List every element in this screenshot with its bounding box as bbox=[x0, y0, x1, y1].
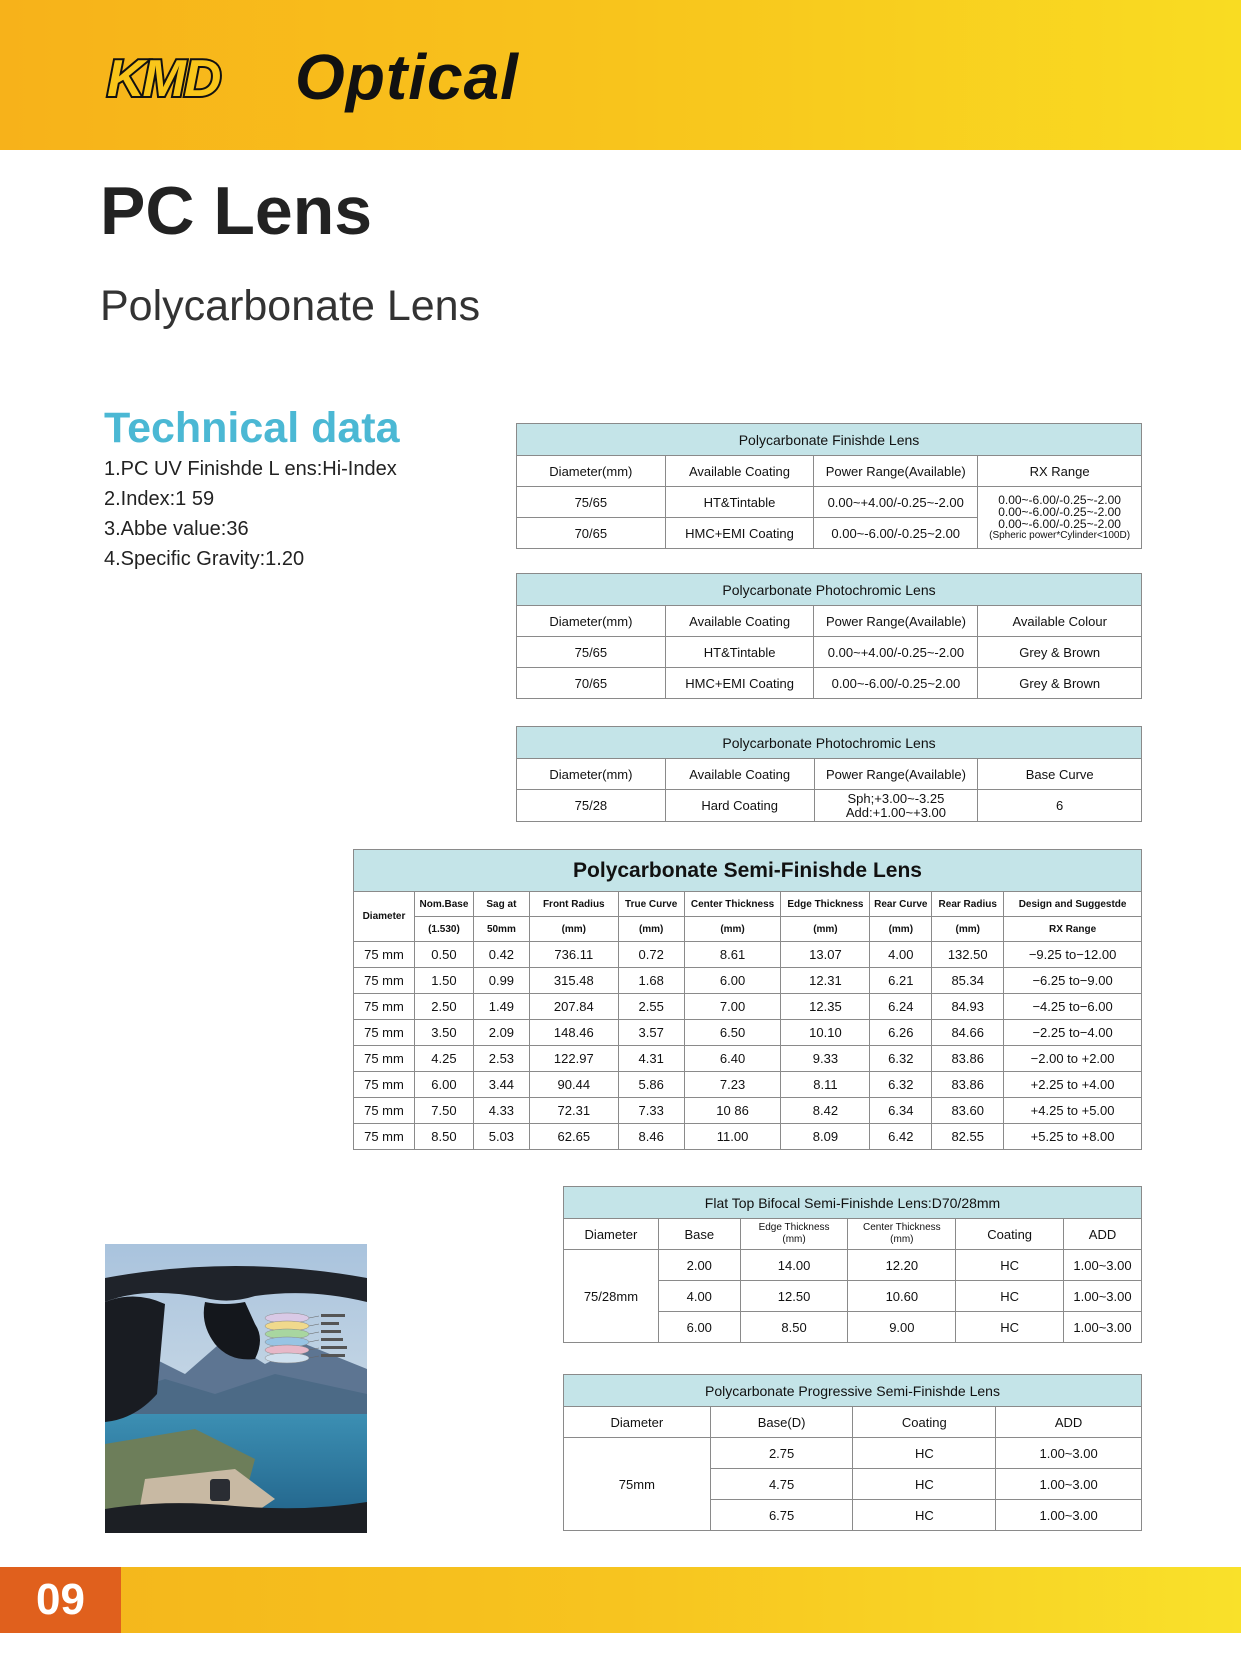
table-cell: 0.00~-6.00/-0.25~2.00 bbox=[814, 518, 978, 549]
table-cell: 6.00 bbox=[414, 1072, 473, 1098]
table-cell: +2.25 to +4.00 bbox=[1004, 1072, 1142, 1098]
table-cell: HMC+EMI Coating bbox=[665, 668, 814, 699]
bifocal-table bbox=[563, 1186, 1142, 1343]
tech-item: 4.Specific Gravity:1.20 bbox=[104, 548, 305, 570]
table-cell: 1.68 bbox=[618, 968, 684, 994]
table-cell: 12.20 bbox=[848, 1250, 956, 1281]
column-header: RX Range bbox=[978, 456, 1142, 487]
tech-item: 2.Index:1 59 bbox=[104, 488, 215, 510]
column-header: Available Coating bbox=[665, 606, 814, 637]
table-cell: 4.31 bbox=[618, 1046, 684, 1072]
table-cell: 0.50 bbox=[414, 942, 473, 968]
column-header bbox=[740, 1219, 848, 1250]
table-cell: 1.00~3.00 bbox=[1064, 1250, 1142, 1281]
table-cell: 736.11 bbox=[529, 942, 618, 968]
finished-lens-table bbox=[516, 423, 1142, 549]
table-cell: HC bbox=[853, 1500, 996, 1531]
table-cell: 6.34 bbox=[870, 1098, 932, 1124]
column-header: ADD bbox=[996, 1407, 1142, 1438]
table-caption: Polycarbonate Photochromic Lens bbox=[517, 574, 1142, 606]
table-cell: 6.26 bbox=[870, 1020, 932, 1046]
photochromic-table-1 bbox=[516, 573, 1142, 699]
table-cell: 2.53 bbox=[473, 1046, 529, 1072]
kmd-logo bbox=[103, 52, 278, 104]
table-cell: 84.66 bbox=[932, 1020, 1004, 1046]
table-row bbox=[354, 994, 1142, 1020]
header-line: Center Thickness bbox=[863, 1222, 941, 1233]
table-cell: 4.75 bbox=[710, 1469, 853, 1500]
table-cell: 1.49 bbox=[473, 994, 529, 1020]
table-cell: 315.48 bbox=[529, 968, 618, 994]
table-cell: 75 mm bbox=[354, 1124, 415, 1150]
table-cell: 75 mm bbox=[354, 994, 415, 1020]
table-cell: 84.93 bbox=[932, 994, 1004, 1020]
table-cell: 6.32 bbox=[870, 1046, 932, 1072]
table-cell: HMC+EMI Coating bbox=[665, 518, 814, 549]
table-cell: 6.32 bbox=[870, 1072, 932, 1098]
table-cell: 207.84 bbox=[529, 994, 618, 1020]
table-cell: 8.61 bbox=[684, 942, 781, 968]
column-header: Diameter bbox=[354, 892, 415, 942]
table-cell: 6.00 bbox=[684, 968, 781, 994]
table-row bbox=[354, 942, 1142, 968]
table-cell: 1.00~3.00 bbox=[996, 1469, 1142, 1500]
table-cell: 3.50 bbox=[414, 1020, 473, 1046]
table-cell: 75/65 bbox=[517, 637, 666, 668]
table-cell: 4.33 bbox=[473, 1098, 529, 1124]
table-cell: 2.75 bbox=[710, 1438, 853, 1469]
table-cell: 12.50 bbox=[740, 1281, 848, 1312]
table-cell: 122.97 bbox=[529, 1046, 618, 1072]
column-header: (1.530) bbox=[414, 917, 473, 942]
table-cell: 12.35 bbox=[781, 994, 870, 1020]
page-number: 09 bbox=[36, 1575, 85, 1624]
table-cell: 10 86 bbox=[684, 1098, 781, 1124]
table-cell: 75 mm bbox=[354, 1020, 415, 1046]
table-cell: 1.00~3.00 bbox=[1064, 1281, 1142, 1312]
table-caption: Polycarbonate Photochromic Lens bbox=[517, 727, 1142, 759]
column-header: Coating bbox=[956, 1219, 1064, 1250]
table-cell: 9.00 bbox=[848, 1312, 956, 1343]
table-cell: 1.00~3.00 bbox=[1064, 1312, 1142, 1343]
table-row bbox=[354, 1098, 1142, 1124]
table-caption: Polycarbonate Semi-Finishde Lens bbox=[354, 850, 1142, 892]
table-cell: −9.25 to−12.00 bbox=[1004, 942, 1142, 968]
column-header: Coating bbox=[853, 1407, 996, 1438]
column-header: (mm) bbox=[932, 917, 1004, 942]
column-header: (mm) bbox=[781, 917, 870, 942]
table-cell: 83.86 bbox=[932, 1072, 1004, 1098]
table-cell: 75/28mm bbox=[564, 1250, 659, 1343]
table-cell: HC bbox=[853, 1469, 996, 1500]
table-cell: 75/28 bbox=[517, 790, 666, 822]
table-cell: −4.25 to−6.00 bbox=[1004, 994, 1142, 1020]
table-cell: +5.25 to +8.00 bbox=[1004, 1124, 1142, 1150]
table-cell: −6.25 to−9.00 bbox=[1004, 968, 1142, 994]
header-line: (mm) bbox=[890, 1234, 914, 1245]
table-cell: 75mm bbox=[564, 1438, 711, 1531]
column-header: ADD bbox=[1064, 1219, 1142, 1250]
table-cell: 12.31 bbox=[781, 968, 870, 994]
table-cell: 90.44 bbox=[529, 1072, 618, 1098]
table-row bbox=[354, 968, 1142, 994]
table-cell: 4.25 bbox=[414, 1046, 473, 1072]
table-cell: Grey & Brown bbox=[978, 637, 1142, 668]
table-cell: 6.00 bbox=[658, 1312, 740, 1343]
power-line: Add:+1.00~+3.00 bbox=[845, 804, 946, 820]
table-cell: HT&Tintable bbox=[665, 637, 814, 668]
column-header: Power Range(Available) bbox=[814, 606, 978, 637]
table-cell: 8.42 bbox=[781, 1098, 870, 1124]
table-cell: Hard Coating bbox=[665, 790, 814, 822]
progressive-table bbox=[563, 1374, 1142, 1531]
table-cell: 83.86 bbox=[932, 1046, 1004, 1072]
table-cell: 7.33 bbox=[618, 1098, 684, 1124]
column-header: Center Thickness bbox=[684, 892, 781, 917]
table-cell: 6.40 bbox=[684, 1046, 781, 1072]
table-cell: 8.50 bbox=[740, 1312, 848, 1343]
column-header: Sag at bbox=[473, 892, 529, 917]
column-header: Diameter(mm) bbox=[517, 456, 666, 487]
svg-text:KMD: KMD bbox=[107, 52, 220, 104]
technical-heading: Technical data bbox=[104, 404, 400, 452]
table-cell: 75 mm bbox=[354, 1072, 415, 1098]
column-header: (mm) bbox=[618, 917, 684, 942]
table-cell: 0.72 bbox=[618, 942, 684, 968]
table-cell: 75 mm bbox=[354, 1046, 415, 1072]
table-cell: 6 bbox=[978, 790, 1142, 822]
table-cell: 7.23 bbox=[684, 1072, 781, 1098]
table-cell: 75/65 bbox=[517, 487, 666, 518]
table-cell: 1.50 bbox=[414, 968, 473, 994]
table-row bbox=[354, 1124, 1142, 1150]
table-cell: 148.46 bbox=[529, 1020, 618, 1046]
column-header: Base Curve bbox=[978, 759, 1142, 790]
column-header: Diameter bbox=[564, 1407, 711, 1438]
table-cell: 0.42 bbox=[473, 942, 529, 968]
table-cell: 2.09 bbox=[473, 1020, 529, 1046]
column-header: (mm) bbox=[684, 917, 781, 942]
photochromic-table-2 bbox=[516, 726, 1142, 822]
tech-item: 1.PC UV Finishde L ens:Hi-Index bbox=[104, 458, 397, 480]
column-header bbox=[848, 1219, 956, 1250]
table-cell: 72.31 bbox=[529, 1098, 618, 1124]
brand-name: Optical bbox=[295, 41, 519, 113]
rx-line: 0.00~-6.00/-0.25~-2.00 bbox=[998, 516, 1121, 531]
power-line: Sph;+3.00~-3.25 bbox=[847, 790, 945, 806]
table-cell: 13.07 bbox=[781, 942, 870, 968]
table-cell: 83.60 bbox=[932, 1098, 1004, 1124]
table-cell: 2.50 bbox=[414, 994, 473, 1020]
column-header: Rear Curve bbox=[870, 892, 932, 917]
column-header: 50mm bbox=[473, 917, 529, 942]
header-line: Edge Thickness bbox=[758, 1222, 830, 1233]
column-header: Rear Radius bbox=[932, 892, 1004, 917]
table-cell: 8.09 bbox=[781, 1124, 870, 1150]
column-header: Available Colour bbox=[978, 606, 1142, 637]
table-cell: 8.50 bbox=[414, 1124, 473, 1150]
column-header: True Curve bbox=[618, 892, 684, 917]
table-cell: 14.00 bbox=[740, 1250, 848, 1281]
column-header: Diameter(mm) bbox=[517, 759, 666, 790]
table-cell: 6.42 bbox=[870, 1124, 932, 1150]
glasses-lake-photo bbox=[105, 1244, 367, 1533]
table-caption: Flat Top Bifocal Semi-Finishde Lens:D70/28mm bbox=[564, 1187, 1142, 1219]
table-row bbox=[354, 1046, 1142, 1072]
table-cell: HT&Tintable bbox=[665, 487, 814, 518]
table-cell: 0.99 bbox=[473, 968, 529, 994]
column-header: (mm) bbox=[529, 917, 618, 942]
column-header: Base(D) bbox=[710, 1407, 853, 1438]
table-cell: 6.21 bbox=[870, 968, 932, 994]
rx-note: (Spheric power*Cylinder<100D) bbox=[989, 529, 1131, 541]
table-cell: HC bbox=[956, 1250, 1064, 1281]
table-cell: 2.55 bbox=[618, 994, 684, 1020]
column-header: Edge Thickness bbox=[781, 892, 870, 917]
table-cell: 85.34 bbox=[932, 968, 1004, 994]
column-header: Nom.Base bbox=[414, 892, 473, 917]
header-line: (mm) bbox=[782, 1234, 806, 1245]
table-cell: 11.00 bbox=[684, 1124, 781, 1150]
page-subtitle: Polycarbonate Lens bbox=[100, 282, 481, 330]
semi-finished-table bbox=[353, 849, 1142, 1150]
table-cell: 75 mm bbox=[354, 968, 415, 994]
table-cell: −2.00 to +2.00 bbox=[1004, 1046, 1142, 1072]
column-header: Available Coating bbox=[665, 759, 814, 790]
tech-item: 3.Abbe value:36 bbox=[104, 518, 249, 540]
table-cell: 8.46 bbox=[618, 1124, 684, 1150]
table-cell: 62.65 bbox=[529, 1124, 618, 1150]
table-cell: 4.00 bbox=[870, 942, 932, 968]
power-range-cell bbox=[814, 790, 978, 822]
table-cell: 82.55 bbox=[932, 1124, 1004, 1150]
table-cell: 1.00~3.00 bbox=[996, 1438, 1142, 1469]
column-header: (mm) bbox=[870, 917, 932, 942]
table-cell: HC bbox=[853, 1438, 996, 1469]
column-header: Diameter(mm) bbox=[517, 606, 666, 637]
column-header: Diameter bbox=[564, 1219, 659, 1250]
rx-line: 0.00~-6.00/-0.25~-2.00 bbox=[998, 492, 1121, 507]
table-cell: 70/65 bbox=[517, 668, 666, 699]
table-cell: 5.86 bbox=[618, 1072, 684, 1098]
page-title: PC Lens bbox=[100, 173, 373, 249]
table-row bbox=[354, 1020, 1142, 1046]
footer-band bbox=[0, 1567, 1241, 1633]
column-header: Power Range(Available) bbox=[814, 456, 978, 487]
table-cell: 75 mm bbox=[354, 942, 415, 968]
column-header: Power Range(Available) bbox=[814, 759, 978, 790]
table-cell: HC bbox=[956, 1281, 1064, 1312]
table-cell: 4.00 bbox=[658, 1281, 740, 1312]
table-cell: 8.11 bbox=[781, 1072, 870, 1098]
table-cell: −2.25 to−4.00 bbox=[1004, 1020, 1142, 1046]
table-cell: 1.00~3.00 bbox=[996, 1500, 1142, 1531]
table-cell: 70/65 bbox=[517, 518, 666, 549]
table-cell: 3.44 bbox=[473, 1072, 529, 1098]
table-cell: 10.60 bbox=[848, 1281, 956, 1312]
table-caption: Polycarbonate Progressive Semi-Finishde Lens bbox=[564, 1375, 1142, 1407]
column-header: Base bbox=[658, 1219, 740, 1250]
table-cell: 2.00 bbox=[658, 1250, 740, 1281]
table-cell: HC bbox=[956, 1312, 1064, 1343]
table-cell: +4.25 to +5.00 bbox=[1004, 1098, 1142, 1124]
column-header: Front Radius bbox=[529, 892, 618, 917]
table-cell: 6.50 bbox=[684, 1020, 781, 1046]
column-header: RX Range bbox=[1004, 917, 1142, 942]
table-cell: 6.24 bbox=[870, 994, 932, 1020]
table-cell: 10.10 bbox=[781, 1020, 870, 1046]
column-header: Available Coating bbox=[665, 456, 814, 487]
table-cell: 0.00~-6.00/-0.25~2.00 bbox=[814, 668, 978, 699]
table-cell: Grey & Brown bbox=[978, 668, 1142, 699]
table-cell: 9.33 bbox=[781, 1046, 870, 1072]
table-cell: 6.75 bbox=[710, 1500, 853, 1531]
table-row bbox=[354, 1072, 1142, 1098]
rx-range-cell bbox=[978, 487, 1142, 549]
table-cell: 7.50 bbox=[414, 1098, 473, 1124]
table-cell: 0.00~+4.00/-0.25~-2.00 bbox=[814, 487, 978, 518]
table-cell: 132.50 bbox=[932, 942, 1004, 968]
table-cell: 0.00~+4.00/-0.25~-2.00 bbox=[814, 637, 978, 668]
rx-line: 0.00~-6.00/-0.25~-2.00 bbox=[998, 504, 1121, 519]
table-cell: 3.57 bbox=[618, 1020, 684, 1046]
table-cell: 5.03 bbox=[473, 1124, 529, 1150]
table-caption: Polycarbonate Finishde Lens bbox=[517, 424, 1142, 456]
column-header: Design and Suggestde bbox=[1004, 892, 1142, 917]
table-cell: 75 mm bbox=[354, 1098, 415, 1124]
table-cell: 7.00 bbox=[684, 994, 781, 1020]
